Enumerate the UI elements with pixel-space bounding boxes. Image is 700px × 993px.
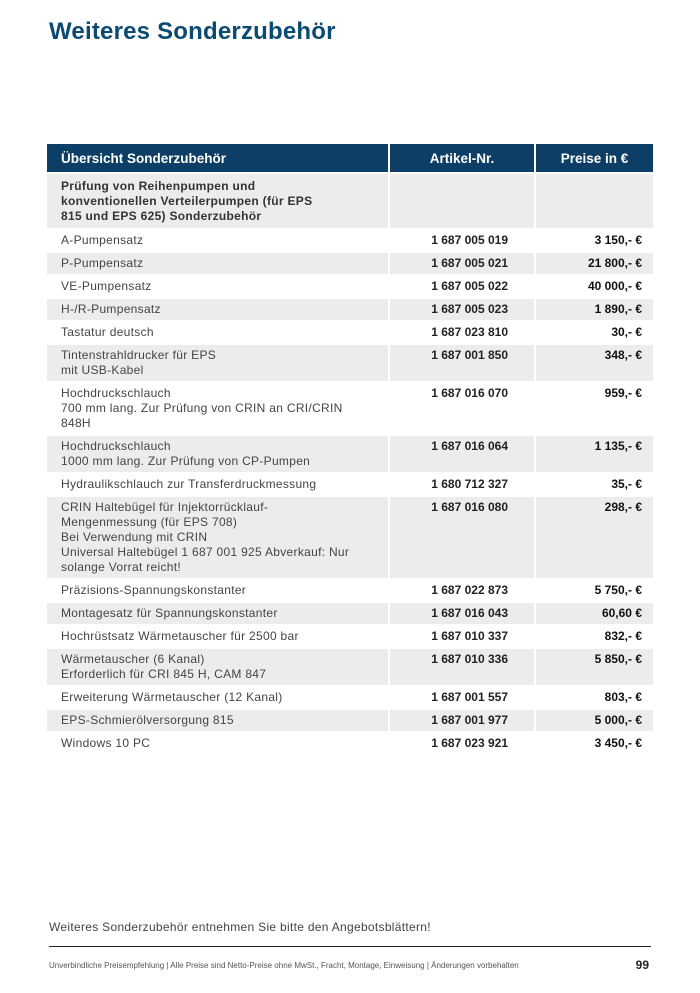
price: 1 890,- € — [534, 299, 653, 320]
price: 348,- € — [534, 345, 653, 381]
table-row — [47, 383, 653, 434]
table-row — [47, 230, 653, 251]
price: 3 450,- € — [534, 733, 653, 754]
item-description: H-/R-Pumpensatz — [47, 299, 388, 320]
empty-cell — [534, 174, 653, 228]
item-description: EPS-Schmierölversorgung 815 — [47, 710, 388, 731]
item-description: Hochdruckschlauch 1000 mm lang. Zur Prüfung von CP-Pumpen — [47, 436, 388, 472]
article-number: 1 687 001 557 — [388, 687, 534, 708]
section-row — [47, 174, 653, 228]
price: 30,- € — [534, 322, 653, 343]
item-description: Hochrüstsatz Wärmetauscher für 2500 bar — [61, 629, 299, 643]
item-description: CRIN Haltebügel für Injektorrücklauf- Mengenmessung (für EPS 708) Bei Verwendung mit CRIN Universal Haltebügel 1 687 001 925 Abverkauf: Nur solange Vorrat reicht! — [47, 497, 388, 578]
article-number: 1 687 005 021 — [388, 253, 534, 274]
article-number: 1 687 022 873 — [388, 580, 534, 601]
price: 21 800,- € — [534, 253, 653, 274]
article-number: 1 687 001 850 — [388, 345, 534, 381]
table-row — [47, 710, 653, 731]
article-number: 1 687 016 043 — [388, 603, 534, 624]
article-number: 1 687 005 019 — [388, 230, 534, 251]
article-number: 1 687 016 064 — [388, 436, 534, 472]
header-article-number: Artikel-Nr. — [388, 144, 534, 172]
table-row — [47, 322, 653, 343]
article-number: 1 687 005 023 — [388, 299, 534, 320]
table-header — [47, 144, 653, 172]
page-title: Weiteres Sonderzubehör — [49, 18, 336, 45]
table-row — [47, 580, 653, 601]
article-number: 1 687 023 810 — [388, 322, 534, 343]
item-description: Hydraulikschlauch zur Transferdruckmessung — [61, 477, 317, 491]
item-description: Wärmetauscher (6 Kanal) Erforderlich für CRI 845 H, CAM 847 — [47, 649, 388, 685]
item-description: VE-Pumpensatz — [61, 279, 152, 293]
table-row — [47, 299, 653, 320]
price: 40 000,- € — [534, 276, 653, 297]
item-description: Erweiterung Wärmetauscher (12 Kanal) — [61, 690, 283, 704]
item-description: Tintenstrahldrucker für EPS mit USB-Kabel — [47, 345, 388, 381]
price: 832,- € — [534, 626, 653, 647]
price: 5 850,- € — [534, 649, 653, 685]
article-number: 1 687 001 977 — [388, 710, 534, 731]
price: 35,- € — [534, 474, 653, 495]
price: 5 750,- € — [534, 580, 653, 601]
item-description: Montagesatz für Spannungskonstanter — [47, 603, 388, 624]
table-row — [47, 474, 653, 495]
article-number: 1 680 712 327 — [388, 474, 534, 495]
price: 5 000,- € — [534, 710, 653, 731]
table-row — [47, 733, 653, 754]
item-description: A-Pumpensatz — [61, 233, 144, 247]
footer-disclaimer: Unverbindliche Preisempfehlung | Alle Preise sind Netto-Preise ohne MwSt., Fracht, Montage, Einweisung | Änderungen vorbehalten — [49, 961, 519, 970]
article-number: 1 687 005 022 — [388, 276, 534, 297]
item-description: P-Pumpensatz — [47, 253, 388, 274]
table-row — [47, 649, 653, 685]
table-row — [47, 253, 653, 274]
price: 60,60 € — [534, 603, 653, 624]
table-row — [47, 276, 653, 297]
article-number: 1 687 010 337 — [388, 626, 534, 647]
section-title: Prüfung von Reihenpumpen und konventionellen Verteilerpumpen (für EPS 815 und EPS 625) Sonderzubehör — [47, 174, 388, 228]
table-row — [47, 436, 653, 472]
page-number: 99 — [635, 958, 649, 972]
price: 959,- € — [534, 383, 653, 434]
table-row — [47, 497, 653, 578]
price: 1 135,- € — [534, 436, 653, 472]
article-number: 1 687 016 080 — [388, 497, 534, 578]
item-description: Tastatur deutsch — [61, 325, 154, 339]
price: 298,- € — [534, 497, 653, 578]
article-number: 1 687 016 070 — [388, 383, 534, 434]
header-price: Preise in € — [534, 144, 653, 172]
article-number: 1 687 010 336 — [388, 649, 534, 685]
price: 3 150,- € — [534, 230, 653, 251]
article-number: 1 687 023 921 — [388, 733, 534, 754]
divider — [49, 946, 651, 947]
table-row — [47, 345, 653, 381]
table-row — [47, 603, 653, 624]
accessories-table — [47, 142, 653, 756]
item-description: Hochdruckschlauch 700 mm lang. Zur Prüfung von CRIN an CRI/CRIN 848H — [61, 386, 343, 430]
price: 803,- € — [534, 687, 653, 708]
empty-cell — [388, 174, 534, 228]
table-row — [47, 626, 653, 647]
table-row — [47, 687, 653, 708]
footnote: Weiteres Sonderzubehör entnehmen Sie bitte den Angebotsblättern! — [49, 920, 431, 934]
item-description: Präzisions-Spannungskonstanter — [61, 583, 247, 597]
header-description: Übersicht Sonderzubehör — [47, 144, 388, 172]
item-description: Windows 10 PC — [61, 736, 151, 750]
